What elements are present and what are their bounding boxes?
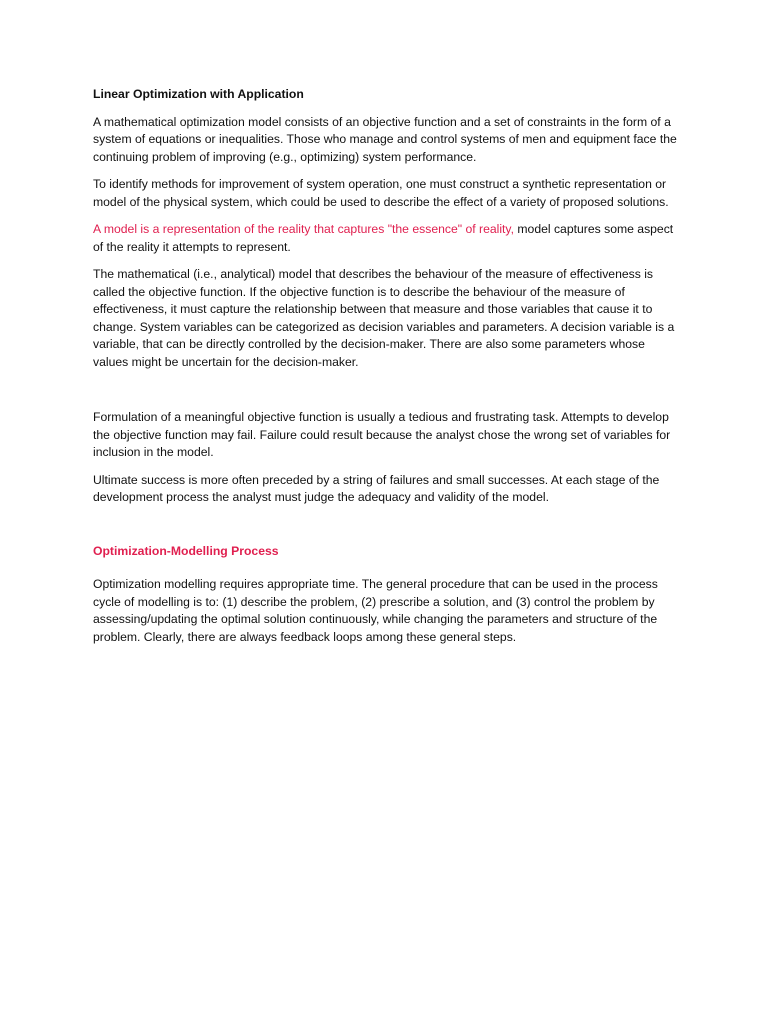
blank-line [93,567,683,576]
paragraph-model-definition [93,221,683,256]
paragraph-system-operation: To identify methods for improvement of system operation, one must construct a synthetic representation or model of the physical system, which could be used to describe the effect of a variety of proposed solutions. [93,177,669,209]
blank-line [93,560,683,567]
document-title: Linear Optimization with Application [93,87,304,101]
paragraph-ultimate-success: Ultimate success is more often preceded by a string of failures and small successes. At each stage of the development process the analyst must judge the adequacy and validity of the model. [93,472,660,504]
paragraph-modelling-process: Optimization modelling requires appropriate time. The general procedure that can be used in the process cycle of modelling is to: (1) describe the problem, (2) prescribe a solution, and (3) control the problem by assessing/updating the optimal solution continuously, while changing the parameters and structure of the problem. Clearly, there are always feedback loops among these general steps. [93,577,658,644]
blank-line [93,517,683,543]
paragraph-optimization-model: A mathematical optimization model consists of an objective function and a set of constraints in the form of a system of equations or inequalities. Those who manage and control systems of men and equipment face the continuing problem of improving (e.g., optimizing) system performance. [93,114,677,164]
section-heading: Optimization-Modelling Process [93,543,279,558]
blank-line [93,381,683,409]
document-body [93,86,683,656]
model-definition-continuation: model captures some aspect of the reality it attempts to represent. [93,222,674,254]
paragraph-objective-function: The mathematical (i.e., analytical) model that describes the behaviour of the measure of effectiveness is called the objective function. If the objective function is to describe the behaviour of the measure of effectiveness, it must capture the relationship between that measure and those variables that cause it to change. System variables can be categorized as decision variables and parameters. A decision variable is a variable, that can be directly controlled by the decision-maker. There are also some parameters whose values might be uncertain for the decision-maker. [93,267,675,369]
highlighted-model-definition: A model is a representation of the reality that captures "the essence" of reality, [93,222,514,236]
paragraph-formulation: Formulation of a meaningful objective function is usually a tedious and frustrating task. Attempts to develop the objective function may fail. Failure could result because the analyst chose the wrong set of variables for inclusion in the model. [93,410,671,459]
